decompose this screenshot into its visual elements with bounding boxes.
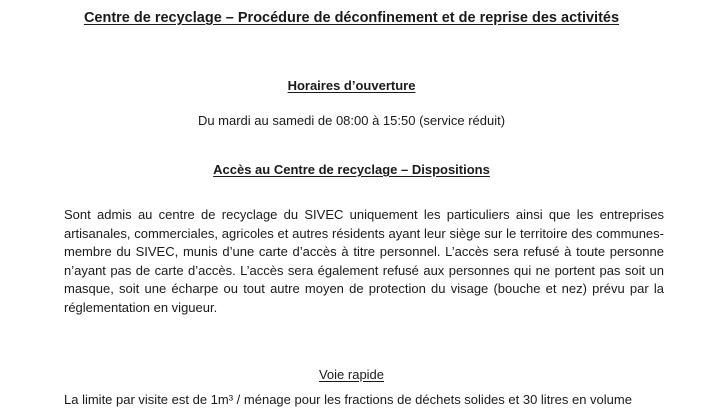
fast-lane-paragraph: La limite par visite est de 1m³ / ménage pour les fractions de déchets solides et 30 litres en volume <box>64 392 632 407</box>
access-paragraph: Sont admis au centre de recyclage du SIVEC uniquement les particuliers ainsi que les entreprises artisanales, commerciales, agricoles et autres résidents ayant leur siège sur le territoire des communes- membre du SIVEC, munis d’une carte d’accès à titre personnel. L’accès sera refusé à toute personne n’ayant pas de carte d’accès. L’accès sera également refusé aux personnes qui ne portent pas soit un masque, soit une écharpe ou tout autre moyen de protection du visage (bouche et nez) prévu par la réglementation en vigueur. <box>64 207 664 315</box>
access-heading: Accès au Centre de recyclage – Dispositions <box>213 162 490 177</box>
hours-heading: Horaires d’ouverture <box>287 78 416 93</box>
hours-text: Du mardi au samedi de 08:00 à 15:50 (service réduit) <box>197 113 506 128</box>
document-title: Centre de recyclage – Procédure de déconfinement et de reprise des activités <box>83 10 620 26</box>
fast-lane-heading: Voie rapide <box>318 367 385 382</box>
